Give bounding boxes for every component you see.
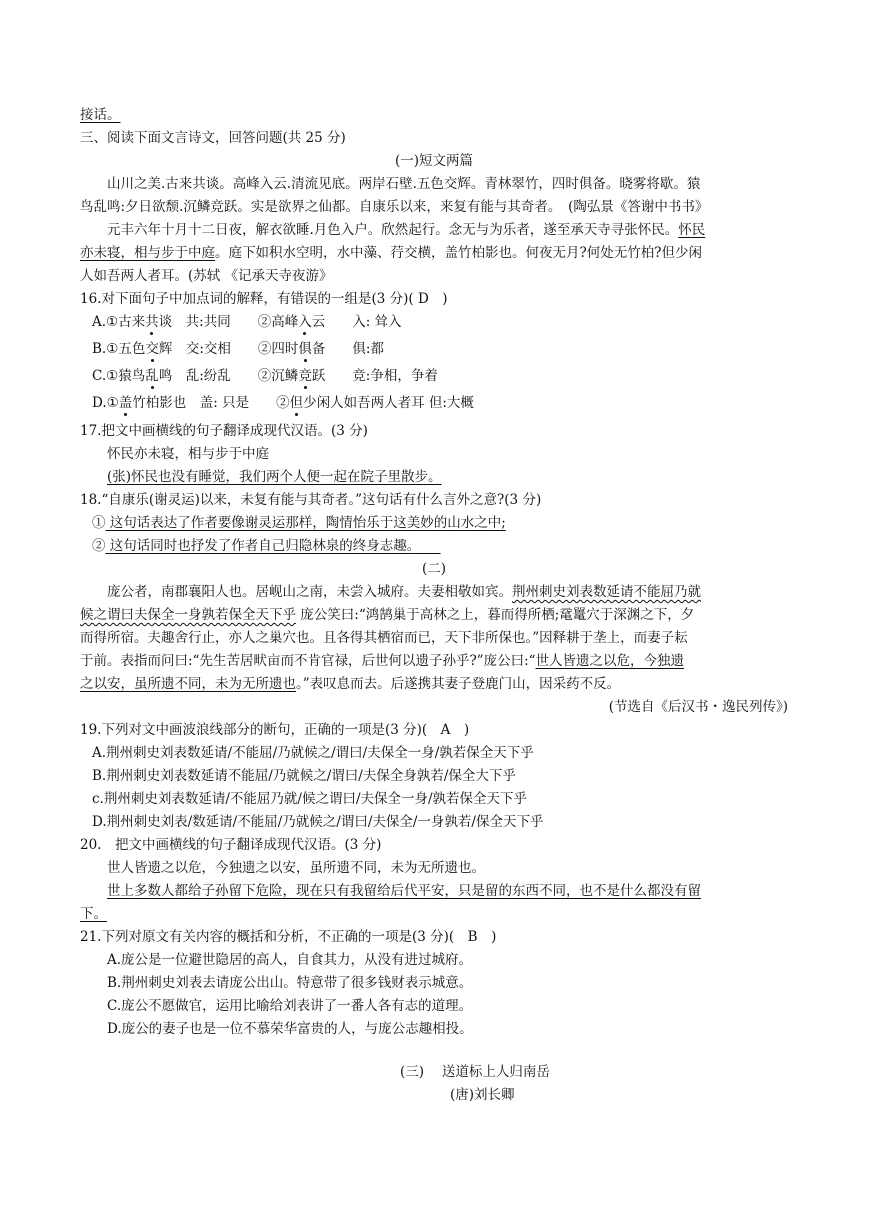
q18-answer-2 (92, 536, 441, 556)
answer-text: 这句话同时也抒发了作者自己归隐林泉的终身志趣。 (105, 538, 414, 554)
option-text: 云 入: 耸入 (311, 314, 402, 330)
passage3-line2 (80, 605, 694, 625)
answer-number: ① (92, 515, 106, 531)
q16-option-a (92, 312, 402, 332)
q20-sentence: 世人皆遗之以危，今独遗之以安，虽所遗不同，未为无所遗也。 (107, 860, 485, 876)
dotted-word: 共 (145, 314, 159, 330)
option-text: 少闲人如吾两人者耳 但:大概 (303, 395, 474, 411)
passage2-line1-text: 元丰六年十月十二日夜，解衣欲睡.月色入户。欣然起行。念无与为乐者，遂至承天寺寻张怀民。 (107, 222, 679, 238)
q18-answer-1 (92, 513, 506, 533)
q21-option-a: A.庞公是一位避世隐居的高人，自食其力，从没有进过城府。 (107, 952, 473, 968)
answer-text: 这句话表达了作者要像谢灵运那样，陶情怡乐于这美妙的山水之中; (105, 515, 506, 531)
q21-option-c: C.庞公不愿做官，运用比喻给刘表讲了一番人各有志的道理。 (107, 998, 473, 1014)
q20-answer-line2: 下。 (80, 906, 107, 922)
option-text: 谈 共:共同 ②高峰 (158, 314, 299, 330)
q16-option-c (92, 366, 438, 386)
underlined-sentence-start: 世人皆遗之以危，今独遗 (535, 653, 685, 669)
q19-option-c: c.荆州刺史刘表数延请/不能屈乃就/候之谓曰/夫保全一身/孰若保全天下乎 (92, 791, 528, 807)
q17-sentence: 怀民亦未寝，相与步于中庭 (107, 446, 269, 462)
passage-text: 庞公者，南郡襄阳人也。居岘山之南，未尝入城府。夫妻相敬如宾。 (107, 584, 512, 600)
q17-stem: 17.把文中画横线的句子翻译成现代汉语。(3 分) (80, 423, 368, 439)
part2-title: (二) (421, 561, 447, 577)
passage3-line1 (107, 582, 701, 602)
passage2-line1 (107, 220, 705, 240)
answer-number: ② (92, 538, 106, 554)
passage-text: 庞公笑曰:“鸿鹄巢于高林之上，暮而得所栖;鼋鼍穴于深渊之下，夕 (296, 607, 695, 623)
dotted-word: 俱 (298, 341, 312, 357)
passage2-line2-text: 。庭下如积水空明，水中藻、荇交横，盖竹柏影也。何夜无月?何处无竹柏?但少闲 (215, 245, 702, 261)
option-text: 竹柏影也 盖: 只是 ② (132, 395, 290, 411)
q16-option-d (92, 393, 474, 413)
dotted-word: 竞 (298, 368, 312, 384)
passage2-line2 (80, 243, 702, 263)
dotted-word: 乱 (145, 368, 159, 384)
q19-option-d: D.荆州刺史刘表/数延请/不能屈/乃就候之/谓曰/夫保全/一身孰若/保全天下乎 (92, 814, 544, 830)
passage3-line3: 而得所宿。夫趣舍行止，亦人之巢穴也。且各得其栖宿而已，天下非所保也。”因释耕于垄上，而妻子耘 (80, 630, 688, 646)
underlined-sentence-end: 之以安，虽所遗不同，未为无所遗也 (80, 676, 296, 692)
passage-text: 。”表叹息而去。后遂携其妻子登鹿门山，因采药不反。 (296, 676, 621, 692)
q21-stem: 21.下列对原文有关内容的概括和分析，不正确的一项是(3 分)( B ) (80, 929, 497, 945)
underlined-sentence-start: 怀民 (678, 222, 706, 238)
underlined-sentence-end: 亦未寝，相与步于中庭 (80, 245, 215, 261)
q21-option-b: B.荆州刺史刘表去请庞公出山。特意带了很多钱财表示城意。 (107, 975, 473, 991)
q19-stem: 19.下列对文中画波浪线部分的断句，正确的一项是(3 分)( A ) (80, 722, 470, 738)
dotted-word: 交 (145, 341, 159, 357)
q16-stem: 16.对下面句子中加点词的解释，有错误的一组是(3 分)( D ) (80, 291, 448, 307)
passage3-line5 (80, 674, 620, 694)
option-text: 鸣 乱:纷乱 ②沉鳞 (158, 368, 299, 384)
passage1-line1: 山川之美.古来共谈。高峰入云.清流见底。两岸石壁.五色交辉。青林翠竹，四时俱备。晓雾将歇。猿 (107, 176, 701, 192)
option-text: D.① (92, 395, 119, 411)
wavy-underlined-text: 候之谓曰夫保全一身孰若保全天下乎 (80, 607, 296, 623)
option-text: 辉 交:交相 ②四时 (158, 341, 299, 357)
previous-answer-tail: 接话。 (80, 107, 121, 123)
passage2-line3: 人如吾两人者耳。(苏轼 《记承天寺夜游》 (80, 268, 333, 284)
option-text: A.①古来 (92, 314, 146, 330)
passage3-source: (节选自《后汉书・逸民列传》) (608, 699, 788, 715)
option-text: B.①五色 (92, 341, 146, 357)
dotted-word: 盖 (118, 395, 133, 411)
q21-option-d: D.庞公的妻子也是一位不慕荣华富贵的人，与庞公志趣相投。 (107, 1021, 473, 1037)
section-heading: 三、阅读下面文言诗文，回答问题(共 25 分) (80, 130, 346, 146)
passage-text: 于前。表指而问曰:“先生苦居畎亩而不肯官禄，后世何以遗子孙乎?”庞公曰:“ (80, 653, 536, 669)
passage3-line4 (80, 651, 684, 671)
q18-stem: 18.“自康乐(谢灵运)以来，未复有能与其奇者。”这句话有什么言外之意?(3 分) (80, 492, 542, 508)
dotted-word: 但 (289, 395, 304, 411)
option-text: 备 俱:都 (311, 341, 384, 357)
q19-option-a: A.荆州刺史刘表数延请/不能屈/乃就候之/谓曰/夫保全一身/孰若保全天下乎 (92, 745, 534, 761)
option-text: C.①猿鸟 (92, 368, 146, 384)
part3-title: (三) 送道标上人归南岳 (400, 1064, 550, 1080)
q20-answer-line1: 世上多数人都给子孙留下危险，现在只有我留给后代平安，只是留的东西不同，也不是什么都没有留 (107, 883, 701, 899)
part3-author: (唐)刘长卿 (450, 1087, 515, 1103)
q16-option-b (92, 339, 384, 359)
option-text: 跃 竞:争相，争着 (311, 368, 438, 384)
q20-stem: 20. 把文中画横线的句子翻译成现代汉语。(3 分) (80, 837, 382, 853)
dotted-word: 入 (298, 314, 312, 330)
wavy-underlined-text: 荆州刺史刘表数延请不能屈乃就 (512, 584, 701, 600)
answer-blank (414, 538, 441, 554)
passage1-line2: 鸟乱鸣:夕日欲颓.沉鳞竞跃。实是欲界之仙都。自康乐以来，来复有能与其奇者。 (陶弘景《答谢中书书》 (80, 199, 709, 215)
q19-option-b: B.荆州刺史刘表数延请不能屈/乃就候之/谓曰/夫保全身孰若/保全大下乎 (92, 768, 516, 784)
part1-title: (一)短文两篇 (394, 153, 474, 169)
q17-answer: (张)怀民也没有睡觉，我们两个人便一起在院子里散步。 (107, 469, 442, 485)
